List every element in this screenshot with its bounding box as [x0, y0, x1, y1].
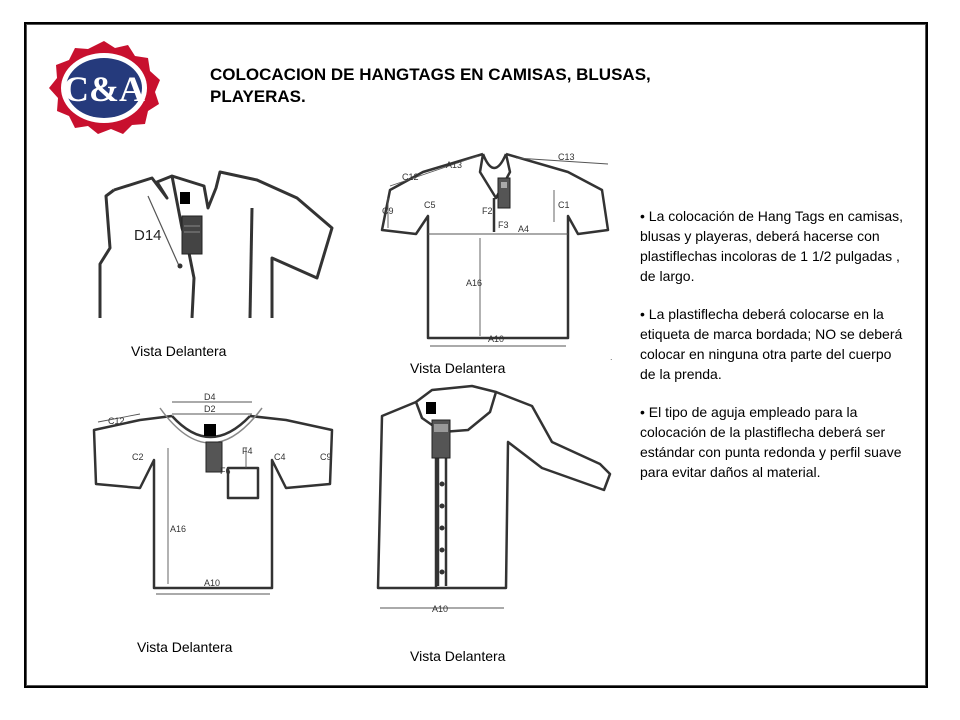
- dim-label: A16: [170, 524, 187, 534]
- dim-label: F2: [482, 206, 493, 216]
- figure-caption-2: Vista Delantera: [410, 360, 506, 376]
- dim-label: C5: [424, 200, 436, 210]
- dim-label: D4: [204, 392, 216, 402]
- dim-label: C13: [558, 152, 575, 162]
- page-title: COLOCACION DE HANGTAGS EN CAMISAS, BLUSAS, PLAYERAS.: [210, 65, 651, 106]
- dim-label: A4: [518, 224, 530, 234]
- figure-caption-1: Vista Delantera: [131, 343, 227, 359]
- shirt-sketch-1: [92, 168, 338, 318]
- note-item: • El tipo de aguja empleado para la colocación de la plastiflecha deberá ser estándar con punta redonda y perfil suave para evitar daños al material.: [640, 402, 908, 482]
- instruction-notes: [640, 206, 908, 500]
- dim-label: C4: [274, 452, 286, 462]
- dim-label: D14: [134, 227, 162, 244]
- dim-label: D2: [204, 404, 216, 414]
- dim-label: C12: [402, 172, 419, 182]
- dim-label: C2: [132, 452, 144, 462]
- logo-text: C&A: [63, 69, 145, 109]
- dim-label: C9: [382, 206, 394, 216]
- dim-label: A10: [432, 604, 449, 614]
- shirt-sketch-4: [372, 382, 624, 616]
- note-item: • La colocación de Hang Tags en camisas, blusas y playeras, deberá hacerse con plastiflechas incoloras de 1 1/2 pulgadas , de largo.: [640, 206, 908, 286]
- dim-label: A16: [466, 278, 483, 288]
- dim-label: F3: [498, 220, 509, 230]
- shirt-sketch-3: [80, 388, 338, 606]
- stray-dot: .: [610, 352, 613, 362]
- dim-label: A13: [446, 160, 463, 170]
- dim-label: F4: [242, 446, 253, 456]
- dim-label: A10: [488, 334, 505, 344]
- dim-label: C1: [558, 200, 570, 210]
- figure-caption-3: Vista Delantera: [137, 639, 233, 655]
- dim-label: C12: [108, 416, 125, 426]
- shirt-sketch-2: [368, 142, 618, 356]
- dim-label: C9: [320, 452, 332, 462]
- figure-caption-4: Vista Delantera: [410, 648, 506, 664]
- dim-label: A10: [204, 578, 221, 588]
- note-item: • La plastiflecha deberá colocarse en la etiqueta de marca bordada; NO se deberá colocar en ninguna otra parte del cuerpo de la prenda.: [640, 304, 908, 384]
- ca-logo: [45, 38, 163, 138]
- dim-label: F6: [220, 466, 231, 476]
